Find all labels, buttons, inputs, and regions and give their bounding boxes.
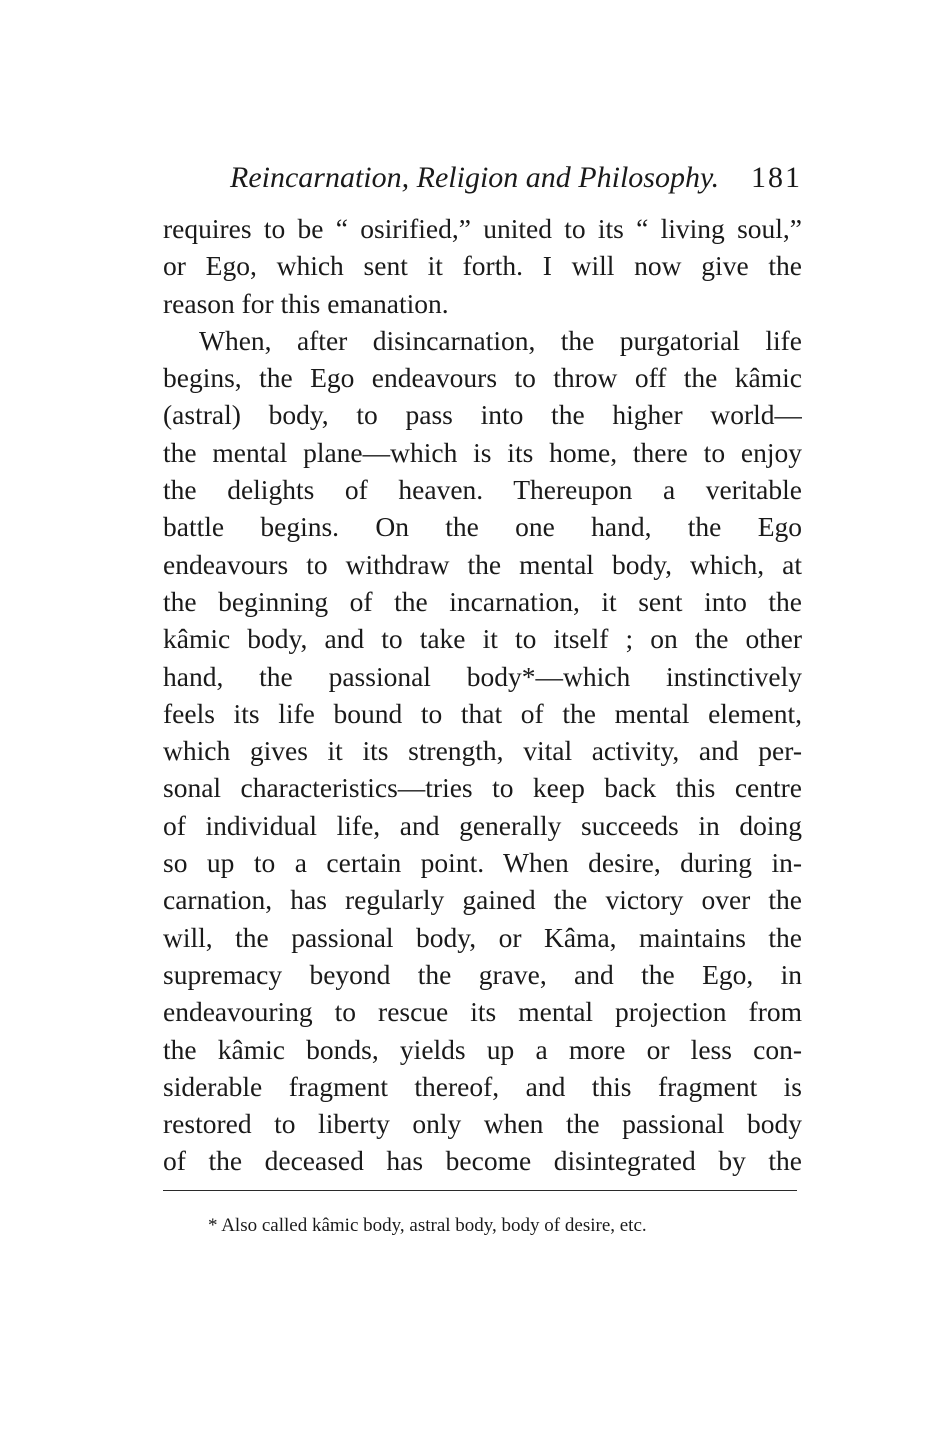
text-line: hand, the passional body*—which instinctively [163, 660, 802, 692]
body-text [163, 210, 802, 1180]
text-line: sonal characteristics—tries to keep back this centre [163, 772, 802, 804]
text-line: endeavouring to rescue its mental projection from [163, 996, 802, 1028]
text-line: siderable fragment thereof, and this fragment is [163, 1070, 802, 1102]
running-head [230, 158, 802, 198]
text-line: When, after disincarnation, the purgatorial life [199, 324, 802, 356]
text-line: kâmic body, and to take it to itself ; on the other [163, 623, 802, 655]
text-line: so up to a certain point. When desire, during in- [163, 847, 802, 879]
text-line: carnation, has regularly gained the victory over the [163, 884, 802, 916]
text-line: supremacy beyond the grave, and the Ego, in [163, 958, 802, 990]
page-number: 181 [751, 161, 802, 194]
text-line: or Ego, which sent it forth. I will now give the [163, 250, 802, 282]
text-line: reason for this emanation. [163, 287, 449, 319]
text-line: endeavours to withdraw the mental body, which, at [163, 548, 802, 580]
text-line: (astral) body, to pass into the higher world— [163, 399, 802, 431]
text-line: the mental plane—which is its home, there to enjoy [163, 436, 802, 468]
text-line: the delights of heaven. Thereupon a veritable [163, 474, 802, 506]
footnote: * Also called kâmic body, astral body, body of desire, etc. [208, 1215, 647, 1236]
text-line: feels its life bound to that of the mental element, [163, 697, 802, 729]
running-title: Reincarnation, Religion and Philosophy. [230, 161, 720, 194]
text-line: requires to be “ osirified,” united to its “ living soul,” [163, 213, 802, 244]
text-line: battle begins. On the one hand, the Ego [163, 511, 802, 543]
text-line: which gives it its strength, vital activity, and per- [163, 735, 802, 767]
footnote-rule [163, 1190, 797, 1191]
text-line: the beginning of the incarnation, it sent into the [163, 585, 802, 617]
text-line: begins, the Ego endeavours to throw off the kâmic [163, 362, 802, 394]
text-line: of individual life, and generally succeeds in doing [163, 809, 802, 841]
text-line: the kâmic bonds, yields up a more or less con- [163, 1033, 802, 1065]
text-line: restored to liberty only when the passional body [163, 1108, 802, 1140]
text-line: of the deceased has become disintegrated by the [163, 1145, 802, 1177]
text-line: will, the passional body, or Kâma, maintains the [163, 921, 802, 953]
